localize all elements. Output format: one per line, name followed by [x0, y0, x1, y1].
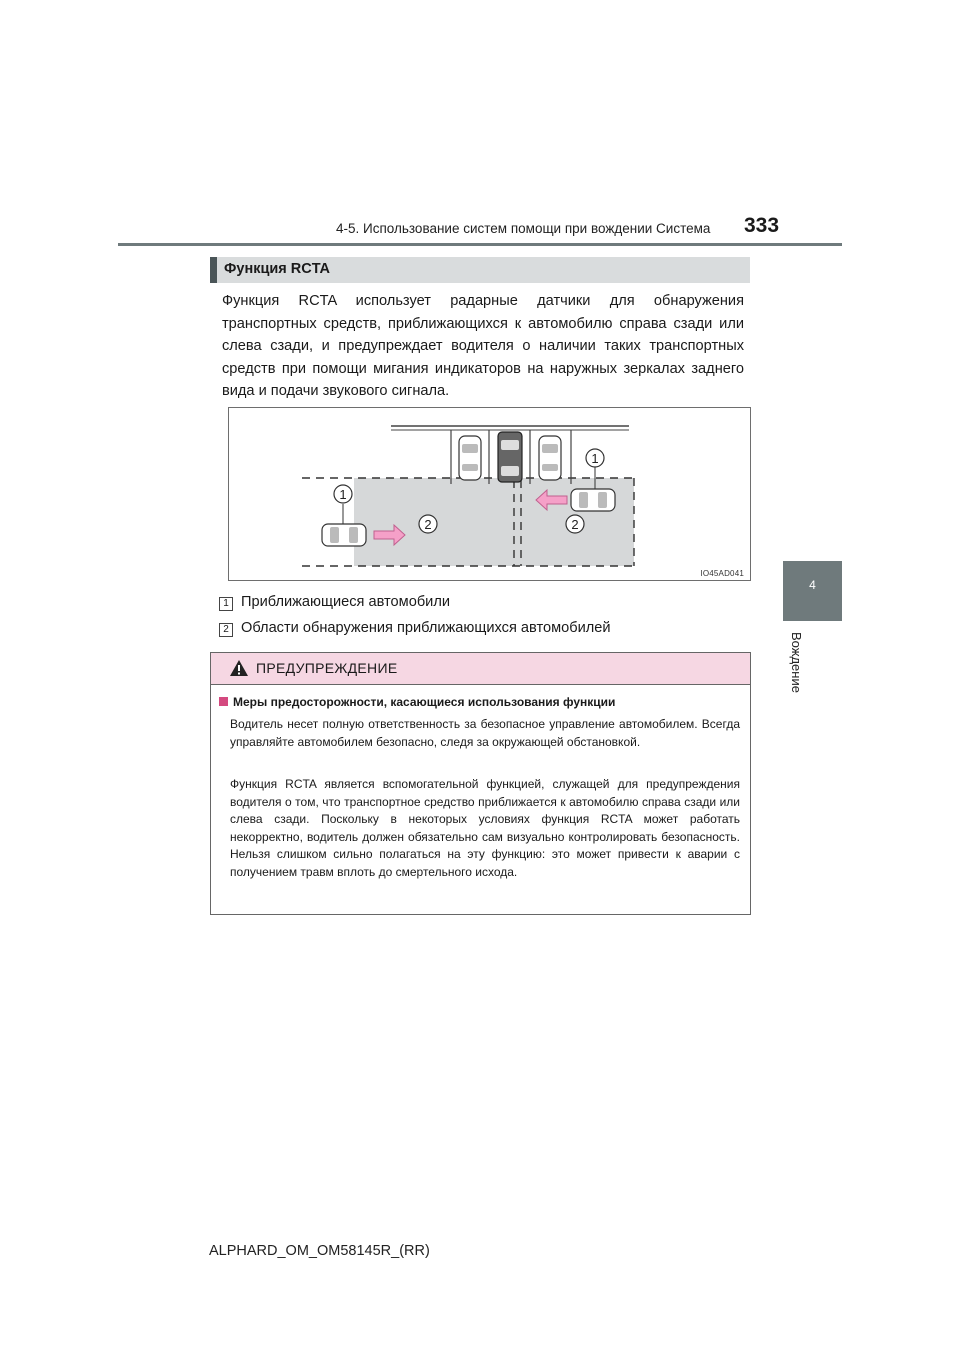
approaching-car-right: [571, 489, 615, 511]
rcta-diagram: [229, 408, 750, 580]
chapter-tab[interactable]: 4: [783, 561, 842, 621]
legend-text: Приближающиеся автомобили: [241, 594, 450, 610]
callout-1-left-text: 1: [339, 487, 347, 502]
bullet-square-icon: [219, 697, 228, 706]
section-title: Функция RCTA: [224, 261, 330, 277]
warning-subheading-text: Меры предосторожности, касающиеся использования функции: [233, 695, 616, 709]
legend-number-box: 2: [219, 623, 233, 637]
page-number: 333: [744, 214, 780, 237]
warning-title: ПРЕДУПРЕЖДЕНИЕ: [256, 660, 398, 676]
header-rule: [118, 243, 842, 246]
legend-text: Области обнаружения приближающихся автомобилей: [241, 620, 611, 636]
warning-box: [210, 652, 751, 915]
callout-2-right-text: 2: [571, 517, 579, 532]
parked-car-2: [498, 432, 522, 482]
warning-icon: [229, 659, 249, 677]
warning-paragraph: Водитель несет полную ответственность за безопасное управление автомобилем. Всегда управляйте автомобилем безопасно, следя за окружающей обстановкой.: [230, 717, 740, 749]
parked-car-3: [539, 436, 561, 480]
warning-subheading: [219, 695, 615, 709]
intro-paragraph: Функция RCTA использует радарные датчики для обнаружения транспортных средств, приближающихся к автомобилю справа сзади или слева сзади, и предупреждает водителя о наличии таких транспортных средств при помощи мигания индикаторов на наружных зеркалах заднего вида и подачи звукового сигнала.: [222, 293, 744, 399]
header-section-text: 4-5. Использование систем помощи при вождении Система: [336, 221, 711, 236]
section-heading-accent: [210, 257, 217, 283]
approaching-car-left: [322, 524, 366, 546]
callout-2-left-text: 2: [424, 517, 432, 532]
figure-code: IO45AD041: [700, 569, 744, 578]
legend-number-box: 1: [219, 597, 233, 611]
callout-1-right-text: 1: [591, 451, 599, 466]
footer-doc-id: ALPHARD_OM_OM58145R_(RR): [209, 1243, 430, 1259]
section-heading-bar: [210, 257, 750, 283]
warning-paragraph: Функция RCTA является вспомогательной функцией, служащей для предупреждения водителя о том, что транспортное средство приближается к автомобилю справа сзади или слева сзади. Поскольку в некоторых условиях функция RCTA может работать некорректно, водитель должен обязательно сам визуально контролировать безопасность. Нельзя слишком сильно полагаться на эту функцию: это может привести к аварии с получением травм вплоть до смертельного исхода.: [230, 777, 740, 879]
parked-car-1: [459, 436, 481, 480]
warning-header: [211, 653, 750, 685]
chapter-label: Вождение: [789, 632, 804, 693]
rcta-figure: [228, 407, 751, 581]
